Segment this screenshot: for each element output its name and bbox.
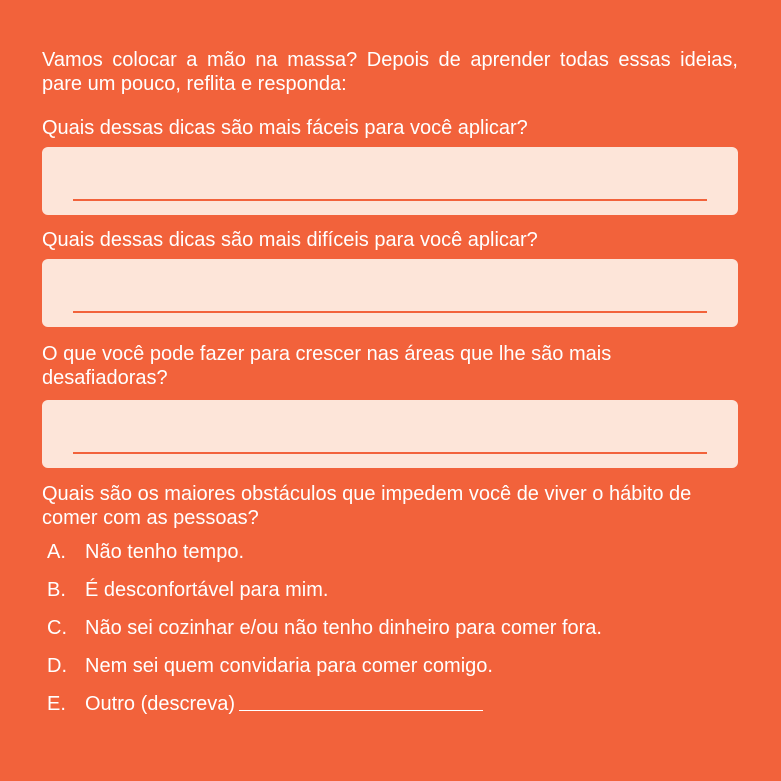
option-text: Outro (descreva) (85, 693, 236, 715)
option-text: Não tenho tempo. (85, 541, 244, 563)
question-3: O que você pode fazer para crescer nas áreas que lhe são mais desafiadoras? (42, 343, 612, 389)
answer-box-1[interactable] (42, 147, 738, 215)
question-4: Quais são os maiores obstáculos que impedem você de viver o hábito de comer com as pessoas? (42, 483, 692, 529)
option-text: É desconfortável para mim. (85, 579, 329, 601)
option-text: Não sei cozinhar e/ou não tenho dinheiro para comer fora. (85, 617, 602, 639)
option-text: Nem sei quem convidaria para comer comigo. (85, 655, 493, 677)
option-letter: B. (47, 579, 66, 601)
answer-line-2 (73, 311, 707, 313)
answer-line-1 (73, 199, 707, 201)
options-list (47, 540, 737, 730)
option-letter: C. (47, 617, 67, 639)
question-2: Quais dessas dicas são mais difíceis para você aplicar? (42, 229, 538, 251)
intro-text: Vamos colocar a mão na massa? Depois de aprender todas essas ideias, pare um pouco, reflita e responda: (42, 49, 738, 95)
option-letter: D. (47, 655, 67, 677)
answer-line-3 (73, 452, 707, 454)
option-letter: A. (47, 541, 66, 563)
option-a[interactable] (47, 540, 737, 578)
option-d[interactable] (47, 654, 737, 692)
option-letter: E. (47, 693, 66, 715)
option-e[interactable] (47, 692, 737, 730)
other-blank-line[interactable] (239, 692, 483, 711)
answer-box-3[interactable] (42, 400, 738, 468)
answer-box-2[interactable] (42, 259, 738, 327)
question-1: Quais dessas dicas são mais fáceis para você aplicar? (42, 117, 528, 139)
option-b[interactable] (47, 578, 737, 616)
option-c[interactable] (47, 616, 737, 654)
